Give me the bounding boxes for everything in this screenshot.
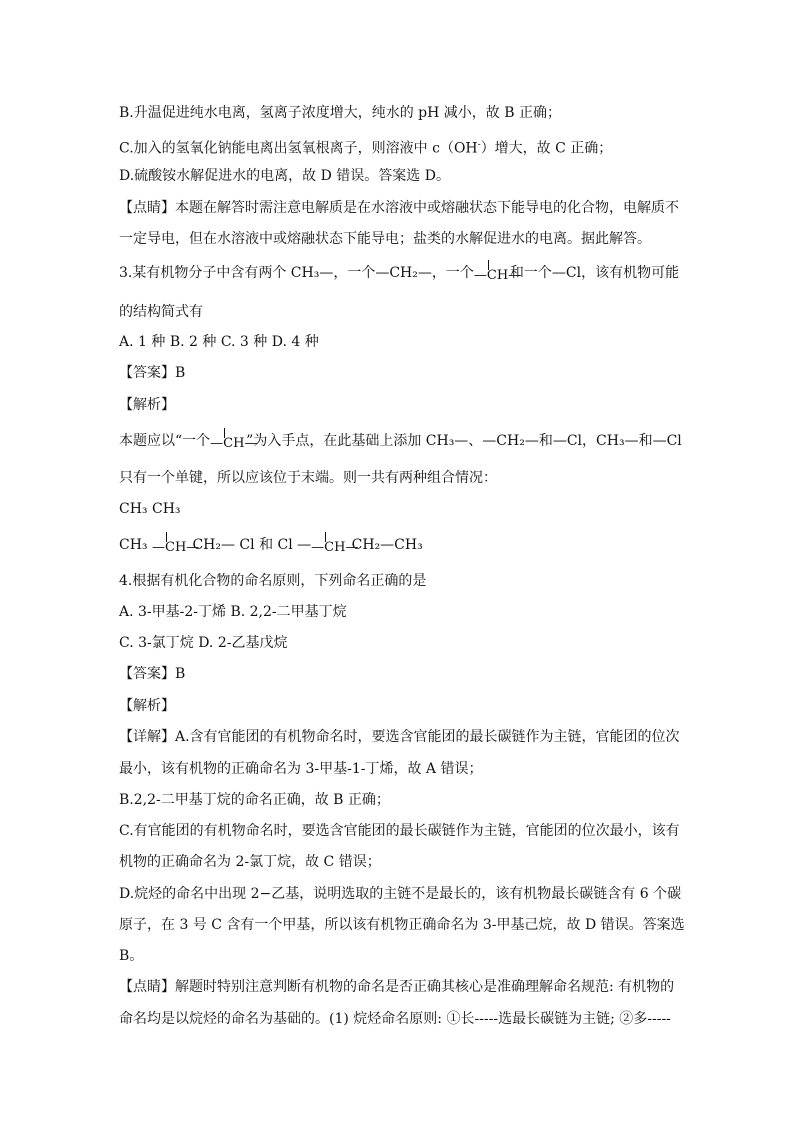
text-line: [119, 136, 612, 158]
ch-label: —CH—: [473, 268, 522, 283]
text-line: C.有官能团的有机物命名时，要选含官能团的最长碳链作为主链，官能团的位次最小，该有: [119, 823, 680, 839]
text-line: 只有一个单键，所以应该位于末端。则一共有两种组合情况：: [119, 470, 497, 486]
answer-label: 【答案】B: [119, 666, 186, 682]
text-line: 一定导电，但在水溶液中或熔融状态下能导电；盐类的水解促进水的电离。据此解答。: [119, 231, 651, 247]
formula-line: [119, 536, 423, 554]
text-span: C.加入的氢氧化钠能电离出氢氧根离子，则溶液中 c（OH: [119, 140, 478, 157]
options-line: C. 3-氯丁烷 D. 2-乙基戊烷: [119, 635, 288, 651]
text-line: [119, 432, 682, 450]
text-line: 【点睛】本题在解答时需注意电解质是在水溶液中或熔融状态下能导电的化合物，电解质不: [119, 200, 679, 216]
text-line: B。: [119, 948, 144, 964]
text-line: B.2,2-二甲基丁烷的命名正确，故 B 正确；: [119, 792, 390, 808]
text-line: 机物的正确命名为 2-氯丁烷，故 C 错误；: [119, 854, 381, 870]
text-line: 【点睛】解题时特别注意判断有机物的命名是否正确其核心是准确理解命名规范: 有机物的: [119, 979, 675, 995]
text-line: 【详解】A.含有官能团的有机物命名时，要选含官能团的最长碳链作为主链，官能团的位次: [119, 729, 680, 745]
text-span: 3.某有机物分子中含有两个 CH₃—，一个—CH₂—，一个: [119, 265, 474, 281]
text-span: 本题应以“一个: [119, 433, 211, 449]
ch-structure: [210, 432, 258, 451]
ch-label: —CH—: [311, 540, 359, 555]
superscript: -: [477, 140, 481, 150]
text-span: 和一个—Cl，该有机物可能: [509, 265, 680, 281]
text-span: CH₂—CH₃: [351, 537, 423, 553]
text-line: D.烷烃的命名中出现 2−乙基，说明选取的主链不是最长的，该有机物最长碳链含有 6 个碳: [119, 886, 682, 902]
ch-label: —CH—: [210, 436, 258, 451]
answer-label: 【答案】B: [119, 365, 186, 381]
text-span: ”为入手点，在此基础上添加 CH₃—、—CH₂—和—Cl，CH₃—和—Cl: [246, 433, 682, 449]
text-line: D.硫酸铵水解促进水的电离，故 D 错误。答案选 D。: [119, 168, 450, 184]
question-3-stem: [119, 264, 679, 282]
text-line: B.升温促进纯水电离，氢离子浓度增大，纯水的 pH 减小，故 B 正确；: [119, 105, 561, 121]
ch-label: —CH—: [152, 540, 200, 555]
ch-structure: [152, 536, 200, 555]
formula-line: CH₃ CH₃: [119, 501, 181, 517]
analysis-label: 【解析】: [119, 698, 175, 714]
options-line: A. 1 种 B. 2 种 C. 3 种 D. 4 种: [119, 334, 319, 350]
analysis-label: 【解析】: [119, 397, 175, 413]
text-span: ）增大，故 C 正确；: [480, 140, 613, 157]
text-line: 原子，在 3 号 C 含有一个甲基，所以该有机物正确命名为 3-甲基己烷，故 D 错误。答案选: [119, 917, 685, 933]
text-line: 命名均是以烷烃的命名为基础的。(1) 烷烃命名原则: ①长-----选最长碳链为主链; ②多-----: [119, 1011, 671, 1027]
options-line: A. 3-甲基-2-丁烯 B. 2,2-二甲基丁烷: [119, 604, 347, 620]
text-line: 最小，该有机物的正确命名为 3-甲基-1-丁烯，故 A 错误；: [119, 761, 483, 777]
ch-structure: [311, 536, 359, 555]
text-span: CH₃: [119, 537, 148, 553]
text-span: CH₂— Cl 和 Cl —: [192, 537, 312, 553]
text-line: 的结构简式有: [119, 304, 203, 320]
ch-structure: [473, 264, 522, 283]
question-4-stem: 4.根据有机化合物的命名原则，下列命名正确的是: [119, 573, 427, 589]
